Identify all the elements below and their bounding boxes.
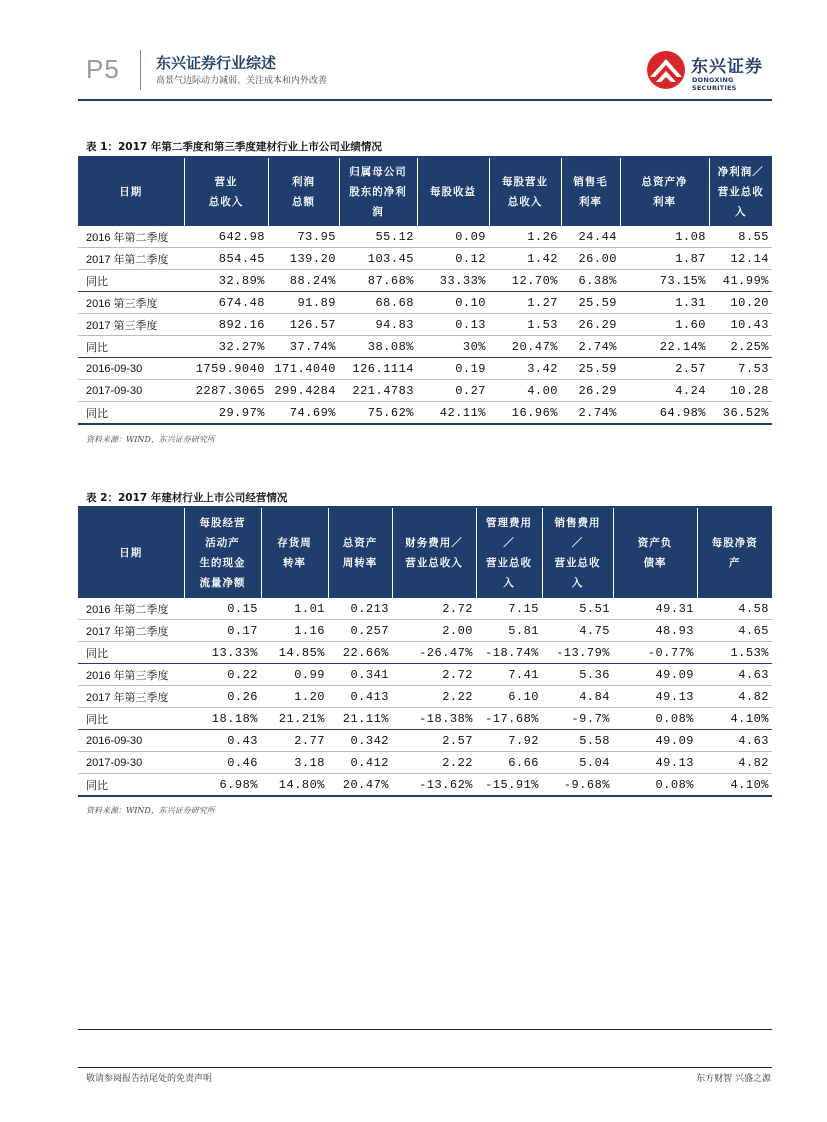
table-cell: 2.74% <box>561 336 620 358</box>
header-line: 每股营业 <box>502 176 548 188</box>
header-line: 销售毛 <box>573 176 608 188</box>
table-cell: 4.82 <box>697 752 772 774</box>
table-cell: 0.342 <box>328 730 392 752</box>
table-cell: 68.68 <box>339 292 417 314</box>
table-cell: 12.70% <box>489 270 561 292</box>
table-cell: 2.00 <box>392 620 476 642</box>
header-line: 营业总收 <box>554 557 601 569</box>
table-cell: 49.13 <box>613 752 697 774</box>
table-cell: -15.91% <box>476 774 542 797</box>
row-label: 2017 年第三季度 <box>78 686 184 708</box>
table-cell: 16.96% <box>489 402 561 425</box>
table-cell: 1.26 <box>489 226 561 248</box>
header-line: 转率 <box>283 557 306 569</box>
table1-title: 表 1：2017 年第二季度和第三季度建材行业上市公司业绩情况 <box>86 141 382 153</box>
header-line: 每股收益 <box>430 186 476 198</box>
table-cell: 22.14% <box>620 336 709 358</box>
row-label: 同比 <box>78 774 184 797</box>
table1-source: 资料来源：WIND、东兴证券研究所 <box>86 435 215 444</box>
header-line: 利润 <box>292 176 315 188</box>
table-cell: 674.48 <box>184 292 268 314</box>
page-number: P5 <box>86 54 120 84</box>
table-cell: 4.63 <box>697 664 772 686</box>
table-cell: 0.257 <box>328 620 392 642</box>
row-label: 2017 年第二季度 <box>78 620 184 642</box>
table-cell: 1.27 <box>489 292 561 314</box>
table-cell: 42.11% <box>417 402 489 425</box>
row-label: 2017 年第二季度 <box>78 248 184 270</box>
row-label: 同比 <box>78 336 184 358</box>
header-line: 总收入 <box>208 196 244 208</box>
table1-header-col-1 <box>184 158 268 226</box>
header-divider <box>140 50 141 90</box>
header-line: 生的现金 <box>199 557 246 569</box>
table1-header-col-0 <box>78 158 184 226</box>
table-cell: 64.98% <box>620 402 709 425</box>
table-cell: -0.77% <box>613 642 697 664</box>
table-cell: 14.80% <box>261 774 328 797</box>
table-cell: 33.33% <box>417 270 489 292</box>
table-cell: 6.66 <box>476 752 542 774</box>
table-cell: 0.10 <box>417 292 489 314</box>
table-cell: 87.68% <box>339 270 417 292</box>
table-row <box>78 358 772 380</box>
table-cell: 0.09 <box>417 226 489 248</box>
table-cell: 2.72 <box>392 598 476 620</box>
table-cell: 221.4783 <box>339 380 417 402</box>
header-line: 管理费用 <box>486 517 532 529</box>
table-cell: 139.20 <box>268 248 339 270</box>
table-cell: 5.51 <box>542 598 613 620</box>
table2-header-col-6 <box>542 508 613 598</box>
table-cell: 73.15% <box>620 270 709 292</box>
table-cell: -9.7% <box>542 708 613 730</box>
table-cell: 5.58 <box>542 730 613 752</box>
table-row <box>78 380 772 402</box>
table-cell: 2.74% <box>561 402 620 425</box>
table-cell: 0.08% <box>613 774 697 797</box>
table-cell: 7.53 <box>709 358 772 380</box>
logo-text-en: DONGXING SECURITIES <box>692 76 737 92</box>
header-line: 每股净资 <box>711 537 758 549</box>
table2-header-col-3 <box>328 508 392 598</box>
table-cell: -13.62% <box>392 774 476 797</box>
table-cell: -13.79% <box>542 642 613 664</box>
table-cell: 1.01 <box>261 598 328 620</box>
table-cell: 0.46 <box>184 752 261 774</box>
table-cell: 6.38% <box>561 270 620 292</box>
company-logo <box>645 50 780 90</box>
table-cell: 36.52% <box>709 402 772 425</box>
table-cell: 4.10% <box>697 708 772 730</box>
table-cell: -9.68% <box>542 774 613 797</box>
header-line: ／ <box>503 537 515 549</box>
header-line: 润 <box>372 206 384 218</box>
table-cell: 24.44 <box>561 226 620 248</box>
table-cell: 21.11% <box>328 708 392 730</box>
page-header <box>0 0 827 100</box>
header-line: 归属母公司 <box>349 166 407 178</box>
table2-body <box>78 598 772 796</box>
table-cell: 0.213 <box>328 598 392 620</box>
table-cell: 0.17 <box>184 620 261 642</box>
table2-header-col-7 <box>613 508 697 598</box>
table-cell: 5.81 <box>476 620 542 642</box>
table-cell: 299.4284 <box>268 380 339 402</box>
table-cell: 4.84 <box>542 686 613 708</box>
header-line: 周转率 <box>342 557 378 569</box>
table-cell: -26.47% <box>392 642 476 664</box>
table-cell: 3.18 <box>261 752 328 774</box>
table2 <box>78 508 772 797</box>
table-cell: 7.15 <box>476 598 542 620</box>
table-row <box>78 292 772 314</box>
table-cell: 0.13 <box>417 314 489 336</box>
table-cell: 4.82 <box>697 686 772 708</box>
table-row <box>78 686 772 708</box>
table-cell: 642.98 <box>184 226 268 248</box>
logo-emblem-icon <box>645 50 687 90</box>
table-row <box>78 620 772 642</box>
table-cell: 0.99 <box>261 664 328 686</box>
table-cell: 26.29 <box>561 380 620 402</box>
logo-text-cn: 东兴证券 <box>691 57 763 77</box>
header-line: 营业总收 <box>717 186 764 198</box>
row-label: 2017-09-30 <box>78 752 184 774</box>
table-row <box>78 664 772 686</box>
header-line: 活动产 <box>205 537 240 549</box>
table2-header-col-4 <box>392 508 476 598</box>
row-label: 2016 年第三季度 <box>78 664 184 686</box>
footer-rule-upper <box>78 1029 772 1030</box>
table-cell: 0.15 <box>184 598 261 620</box>
table-cell: 94.83 <box>339 314 417 336</box>
table-cell: 91.89 <box>268 292 339 314</box>
table-cell: 2287.3065 <box>184 380 268 402</box>
row-label: 同比 <box>78 270 184 292</box>
table-cell: 25.59 <box>561 358 620 380</box>
table-cell: -18.74% <box>476 642 542 664</box>
table-cell: 1.20 <box>261 686 328 708</box>
table-cell: 1759.9040 <box>184 358 268 380</box>
header-line: 日期 <box>119 186 143 198</box>
table-cell: 1.53% <box>697 642 772 664</box>
table-cell: 7.92 <box>476 730 542 752</box>
table-cell: 103.45 <box>339 248 417 270</box>
table-cell: 29.97% <box>184 402 268 425</box>
header-line: 产 <box>729 557 741 569</box>
table2-title: 表 2：2017 年建材行业上市公司经营情况 <box>86 492 288 504</box>
table-row <box>78 336 772 358</box>
table-cell: 854.45 <box>184 248 268 270</box>
table-cell: 75.62% <box>339 402 417 425</box>
table-cell: 74.69% <box>268 402 339 425</box>
table-cell: 8.55 <box>709 226 772 248</box>
table-row <box>78 708 772 730</box>
table-cell: 4.63 <box>697 730 772 752</box>
table1-header-col-8 <box>709 158 772 226</box>
table-cell: 12.14 <box>709 248 772 270</box>
table-cell: 4.10% <box>697 774 772 797</box>
table-cell: 4.00 <box>489 380 561 402</box>
header-line: 利率 <box>653 196 676 208</box>
table-cell: 4.65 <box>697 620 772 642</box>
table-row <box>78 642 772 664</box>
table-cell: -18.38% <box>392 708 476 730</box>
row-label: 2017-09-30 <box>78 380 184 402</box>
header-line: 利率 <box>579 196 602 208</box>
table-cell: 0.19 <box>417 358 489 380</box>
table-cell: 22.66% <box>328 642 392 664</box>
row-label: 2016-09-30 <box>78 358 184 380</box>
row-label: 同比 <box>78 708 184 730</box>
table-cell: 10.43 <box>709 314 772 336</box>
table-cell: 1.42 <box>489 248 561 270</box>
table-cell: 37.74% <box>268 336 339 358</box>
table-cell: 10.28 <box>709 380 772 402</box>
table-cell: 7.41 <box>476 664 542 686</box>
header-line: 股东的净利 <box>349 186 407 198</box>
table-cell: 6.98% <box>184 774 261 797</box>
table-cell: 0.413 <box>328 686 392 708</box>
header-line: 总资产 <box>342 537 378 549</box>
table2-header-col-0 <box>78 508 184 598</box>
footer-slogan: 东方财智 兴盛之源 <box>696 1074 771 1084</box>
table-cell: 20.47% <box>489 336 561 358</box>
table2-header-col-2 <box>261 508 328 598</box>
table-row <box>78 270 772 292</box>
header-line: 总收入 <box>507 196 543 208</box>
table-cell: 0.08% <box>613 708 697 730</box>
row-label: 2016-09-30 <box>78 730 184 752</box>
table-cell: 5.36 <box>542 664 613 686</box>
header-line: ／ <box>571 537 584 549</box>
table-cell: 1.31 <box>620 292 709 314</box>
table-cell: 2.22 <box>392 752 476 774</box>
table-cell: 25.59 <box>561 292 620 314</box>
table1-header-row <box>78 158 772 226</box>
table-cell: 18.18% <box>184 708 261 730</box>
row-label: 同比 <box>78 642 184 664</box>
table-cell: 892.16 <box>184 314 268 336</box>
table-cell: 41.99% <box>709 270 772 292</box>
row-label: 2016 第三季度 <box>78 292 184 314</box>
table-row <box>78 226 772 248</box>
table-cell: 49.09 <box>613 664 697 686</box>
table2-header-col-8 <box>697 508 772 598</box>
header-line: 入 <box>735 206 747 218</box>
table-cell: 1.87 <box>620 248 709 270</box>
table-cell: 26.00 <box>561 248 620 270</box>
table-cell: 2.57 <box>392 730 476 752</box>
header-line: 总资产净 <box>641 176 688 188</box>
footer-rule-lower <box>78 1067 772 1068</box>
row-label: 同比 <box>78 402 184 425</box>
table-cell: 0.22 <box>184 664 261 686</box>
table-cell: 30% <box>417 336 489 358</box>
table1-body <box>78 226 772 424</box>
table-cell: 21.21% <box>261 708 328 730</box>
table-cell: 0.26 <box>184 686 261 708</box>
row-label: 2016 年第二季度 <box>78 226 184 248</box>
table-cell: 73.95 <box>268 226 339 248</box>
table2-header-col-1 <box>184 508 261 598</box>
table-cell: 6.10 <box>476 686 542 708</box>
table1-header-col-7 <box>620 158 709 226</box>
table-cell: 2.22 <box>392 686 476 708</box>
table1-header-col-4 <box>417 158 489 226</box>
table-cell: 49.13 <box>613 686 697 708</box>
table-cell: 126.57 <box>268 314 339 336</box>
header-line: 净利润／ <box>717 166 764 178</box>
table-cell: 2.25% <box>709 336 772 358</box>
table-cell: 3.42 <box>489 358 561 380</box>
table1-header-col-6 <box>561 158 620 226</box>
table-cell: 38.08% <box>339 336 417 358</box>
table-cell: 49.09 <box>613 730 697 752</box>
table-cell: 49.31 <box>613 598 697 620</box>
table-cell: 88.24% <box>268 270 339 292</box>
table-row <box>78 730 772 752</box>
table-row <box>78 402 772 425</box>
table-cell: 13.33% <box>184 642 261 664</box>
table-cell: 0.27 <box>417 380 489 402</box>
table-cell: 0.43 <box>184 730 261 752</box>
table-row <box>78 752 772 774</box>
table-cell: 1.60 <box>620 314 709 336</box>
table-cell: 171.4040 <box>268 358 339 380</box>
table-row <box>78 598 772 620</box>
header-line: 营业总收 <box>486 557 532 569</box>
header-line: 流量净额 <box>199 577 246 589</box>
header-line: 资产负 <box>637 537 673 549</box>
table1-header-col-3 <box>339 158 417 226</box>
table-cell: 2.72 <box>392 664 476 686</box>
table-cell: 1.53 <box>489 314 561 336</box>
table-cell: 0.412 <box>328 752 392 774</box>
table-cell: -17.68% <box>476 708 542 730</box>
header-line: 销售费用 <box>554 517 601 529</box>
header-line: 财务费用／ <box>405 537 463 549</box>
header-line: 营业总收入 <box>405 557 463 569</box>
table-cell: 4.58 <box>697 598 772 620</box>
table2-header-row <box>78 508 772 598</box>
table-cell: 10.20 <box>709 292 772 314</box>
header-line: 日期 <box>119 547 143 559</box>
table-cell: 2.77 <box>261 730 328 752</box>
table2-source: 资料来源：WIND、东兴证券研究所 <box>86 806 215 815</box>
table-cell: 20.47% <box>328 774 392 797</box>
header-line: 入 <box>571 577 584 589</box>
header-line: 总额 <box>292 196 315 208</box>
header-line: 入 <box>503 577 515 589</box>
header-rule <box>78 99 772 101</box>
report-subtitle: 高景气边际动力减弱、关注成本和内外改善 <box>156 76 328 86</box>
table-cell: 5.04 <box>542 752 613 774</box>
report-title: 东兴证券行业综述 <box>156 54 277 72</box>
table-row <box>78 774 772 797</box>
footer-disclaimer: 敬请参阅报告结尾处的免责声明 <box>86 1074 213 1084</box>
table-cell: 26.29 <box>561 314 620 336</box>
table1-header-col-5 <box>489 158 561 226</box>
table-cell: 4.75 <box>542 620 613 642</box>
table-cell: 32.27% <box>184 336 268 358</box>
table1 <box>78 158 772 425</box>
header-line: 营业 <box>214 176 238 188</box>
table-cell: 48.93 <box>613 620 697 642</box>
row-label: 2017 第三季度 <box>78 314 184 336</box>
table-row <box>78 248 772 270</box>
table-cell: 32.89% <box>184 270 268 292</box>
table1-header-col-2 <box>268 158 339 226</box>
table-cell: 1.16 <box>261 620 328 642</box>
table-cell: 1.08 <box>620 226 709 248</box>
table-row <box>78 314 772 336</box>
table-cell: 0.12 <box>417 248 489 270</box>
table2-header-col-5 <box>476 508 542 598</box>
table-cell: 14.85% <box>261 642 328 664</box>
table-cell: 55.12 <box>339 226 417 248</box>
header-line: 存货周 <box>277 537 312 549</box>
table-cell: 4.24 <box>620 380 709 402</box>
table-cell: 0.341 <box>328 664 392 686</box>
header-line: 每股经营 <box>199 517 246 529</box>
table-cell: 126.1114 <box>339 358 417 380</box>
row-label: 2016 年第二季度 <box>78 598 184 620</box>
header-line: 债率 <box>643 557 667 569</box>
table-cell: 2.57 <box>620 358 709 380</box>
